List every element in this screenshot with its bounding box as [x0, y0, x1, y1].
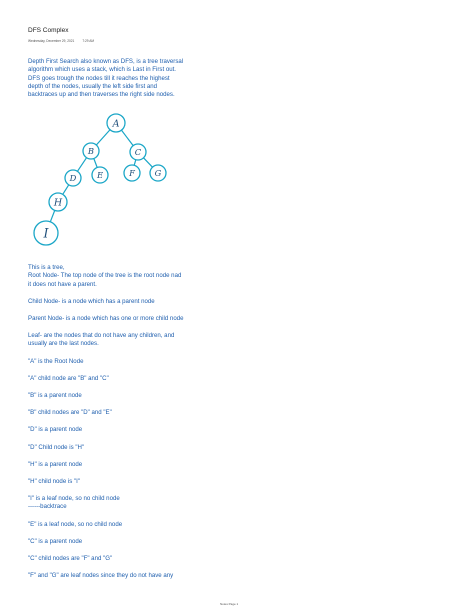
note-line: usually are the last nodes. — [28, 340, 99, 348]
page-date: Wednesday, December 29, 2021 — [28, 39, 75, 43]
page-title: DFS Complex — [28, 27, 69, 34]
intro-line: backtraces up and then traverses the right side nodes. — [28, 91, 175, 99]
note-paragraph — [28, 315, 258, 323]
note-paragraph — [28, 572, 258, 580]
note-line: "D" is a parent node — [28, 426, 83, 434]
paragraph-gap — [28, 529, 258, 538]
tree-edge-a-b — [96, 130, 110, 145]
notes-body — [28, 264, 258, 580]
note-line: "A" is the Root Node — [28, 357, 84, 365]
note-paragraph — [28, 444, 258, 452]
page-timestamp — [28, 39, 102, 43]
note-paragraph — [28, 426, 258, 434]
note-paragraph — [28, 538, 258, 546]
tree-edge-b-e — [94, 158, 97, 167]
note-paragraph — [28, 375, 258, 383]
page-time: 7:29 AM — [82, 39, 95, 43]
note-line: "F" and "G" are leaf nodes since they do not have any — [28, 572, 174, 580]
tree-edge-b-d — [77, 158, 86, 172]
paragraph-gap — [28, 512, 258, 521]
note-line: Root Node- The top node of the tree is the root node nad — [28, 272, 182, 280]
paragraph-gap — [28, 563, 258, 572]
intro-line: algorithm which uses a stack, which is Last in First out. — [28, 66, 176, 74]
paragraph-gap — [28, 546, 258, 555]
note-line: it does not have a parent. — [28, 280, 97, 288]
note-line: "E" is a leaf node, so no child node — [28, 520, 123, 528]
tree-edge-d-h — [63, 185, 69, 195]
tree-node-label: F — [129, 168, 135, 179]
tree-node-label: G — [154, 168, 162, 179]
note-paragraph — [28, 298, 258, 306]
note-line: "C" is a parent node — [28, 537, 83, 545]
tree-diagram — [28, 110, 188, 252]
tree-node-label: D — [69, 173, 77, 184]
paragraph-gap — [28, 435, 258, 444]
intro-line: depth of the nodes, usually the left side first and — [28, 82, 158, 90]
intro-text — [28, 58, 208, 99]
intro-line: DFS goes trough the nodes till it reaches the highest — [28, 74, 170, 82]
note-paragraph — [28, 358, 258, 366]
tree-node-label: E — [96, 170, 104, 181]
note-line: "D" Child node is "H" — [28, 443, 85, 451]
tree-node-label: H — [53, 197, 63, 209]
note-paragraph — [28, 555, 258, 563]
note-line: This is a tree, — [28, 264, 65, 271]
note-line: "H" child node is "I" — [28, 477, 81, 485]
paragraph-gap — [28, 289, 258, 298]
note-paragraph — [28, 409, 258, 417]
tree-node-label: I — [43, 225, 49, 241]
tree-edge-c-g — [144, 158, 153, 167]
paragraph-gap — [28, 452, 258, 461]
note-paragraph — [28, 461, 258, 469]
note-line: Child Node- is a node which has a parent node — [28, 297, 155, 305]
tree-edge-c-f — [134, 160, 136, 166]
note-line: "B" is a parent node — [28, 392, 82, 400]
note-line: "C" child nodes are "F" and "G" — [28, 555, 113, 562]
note-paragraph — [28, 521, 258, 529]
page-footer: Notes Page 1 — [220, 602, 239, 606]
note-line: Leaf- are the nodes that do not have any children, and — [28, 332, 175, 340]
paragraph-gap — [28, 366, 258, 375]
paragraph-gap — [28, 306, 258, 315]
paragraph-gap — [28, 469, 258, 478]
paragraph-gap — [28, 400, 258, 409]
paragraph-gap — [28, 349, 258, 358]
note-line: "I" is a leaf node, so no child node — [28, 495, 120, 503]
paragraph-gap — [28, 383, 258, 392]
note-line: "B" child nodes are "D" and "E" — [28, 409, 112, 417]
note-line: "A" child node are "B" and "C" — [28, 374, 109, 382]
tree-edge-a-c — [121, 130, 133, 145]
note-paragraph — [28, 478, 258, 486]
paragraph-gap — [28, 486, 258, 495]
paragraph-gap — [28, 323, 258, 332]
note-paragraph — [28, 495, 258, 512]
note-line: "H" is a parent node — [28, 460, 83, 468]
tree-node-label: B — [87, 146, 95, 157]
intro-line: Depth First Search also known as DFS, is a tree traversal — [28, 58, 184, 65]
note-line: Parent Node- is a node which has one or more child node — [28, 314, 184, 322]
note-line: ------backtrace — [28, 503, 67, 511]
note-paragraph — [28, 332, 258, 349]
tree-node-label: A — [112, 118, 120, 130]
note-paragraph — [28, 392, 258, 400]
tree-edge-h-i — [50, 210, 54, 221]
paragraph-gap — [28, 418, 258, 427]
tree-node-label: C — [134, 147, 142, 158]
note-paragraph — [28, 264, 258, 289]
